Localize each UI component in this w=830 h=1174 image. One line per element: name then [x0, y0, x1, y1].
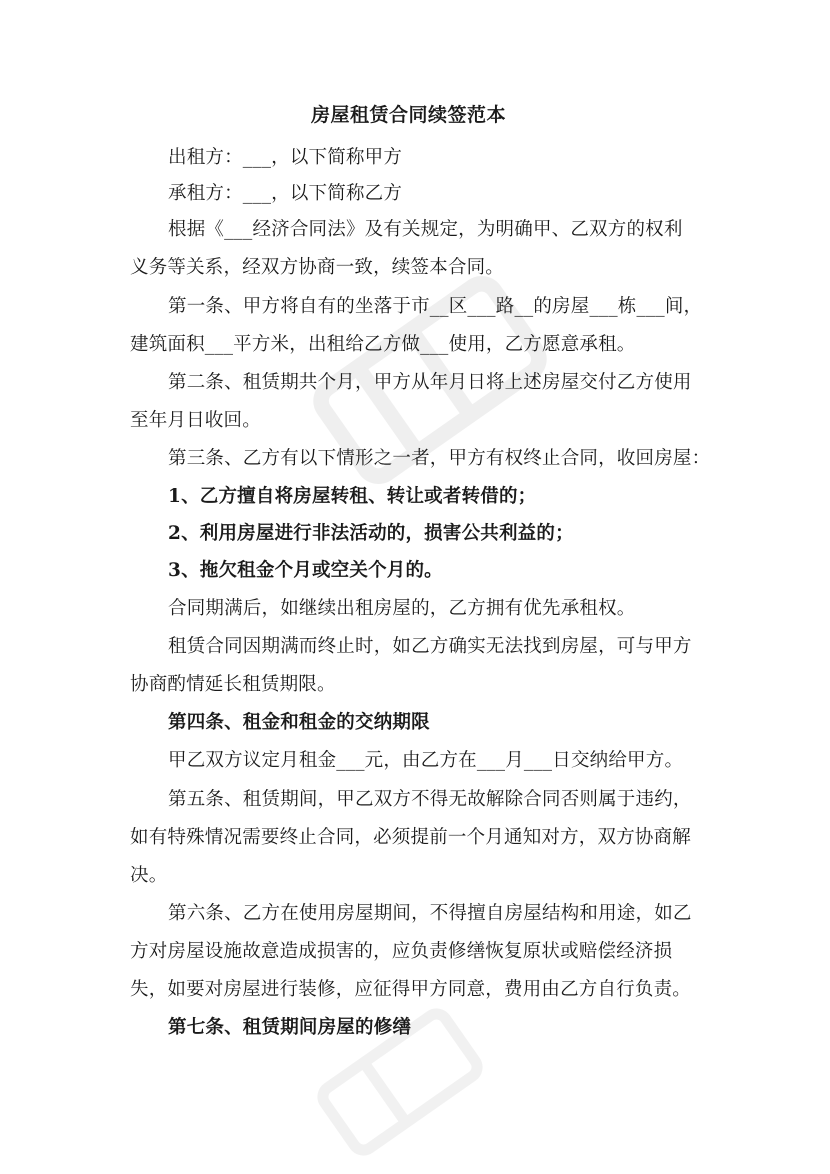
article-1-line-2: 建筑面积___平方米，出租给乙方做___使用，乙方愿意承租。 [130, 334, 636, 355]
clause-3: 3、拖欠租金个月或空关个月的。 [168, 560, 443, 581]
extension-line-2: 协商酌情延长租赁期限。 [130, 674, 336, 695]
article-5-line-2: 如有特殊情况需要终止合同，必须提前一个月通知对方，双方协商解 [130, 827, 692, 848]
extension-line-1: 租赁合同因期满而终止时，如乙方确实无法找到房屋，可与甲方 [168, 636, 692, 657]
preamble-line-1: 根据《___经济合同法》及有关规定，为明确甲、乙双方的权利 [168, 219, 683, 240]
article-3-line: 第三条、乙方有以下情形之一者，甲方有权终止合同，收回房屋： [168, 448, 711, 469]
clause-1: 1、乙方擅自将房屋转租、转让或者转借的； [168, 486, 537, 507]
lessee-line: 承租方：___，以下简称乙方 [168, 183, 403, 204]
renewal-priority-line: 合同期满后，如继续出租房屋的，乙方拥有优先承租权。 [168, 598, 636, 619]
article-2-line-2: 至年月日收回。 [130, 410, 261, 431]
document-title: 房屋租赁合同续签范本 [311, 104, 507, 126]
article-2-line-1: 第二条、租赁期共个月，甲方从年月日将上述房屋交付乙方使用 [168, 372, 692, 393]
rent-line: 甲乙双方议定月租金___元，由乙方在___月___日交纳给甲方。 [168, 750, 684, 771]
article-6-line-2: 方对房屋设施故意造成损害的，应负责修缮恢复原状或赔偿经济损 [130, 941, 673, 962]
article-6-line-1: 第六条、乙方在使用房屋期间，不得擅自房屋结构和用途，如乙 [168, 903, 692, 924]
lessor-line: 出租方：___，以下简称甲方 [168, 147, 403, 168]
article-5-line-1: 第五条、租赁期间，甲乙双方不得无故解除合同否则属于违约， [168, 789, 692, 810]
article-6-line-3: 失，如要对房屋进行装修，应征得甲方同意，费用由乙方自行负责。 [130, 979, 692, 1000]
clause-2: 2、利用房屋进行非法活动的，损害公共利益的； [168, 523, 574, 544]
preamble-line-2: 义务等关系，经双方协商一致，续签本合同。 [130, 257, 505, 278]
article-5-line-3: 决。 [130, 865, 168, 886]
article-7-heading: 第七条、租赁期间房屋的修缮 [168, 1017, 412, 1038]
article-1-line-1: 第一条、甲方将自有的坐落于市__区___路__的房屋___栋___间， [168, 296, 703, 317]
article-4-heading: 第四条、租金和租金的交纳期限 [168, 712, 430, 733]
